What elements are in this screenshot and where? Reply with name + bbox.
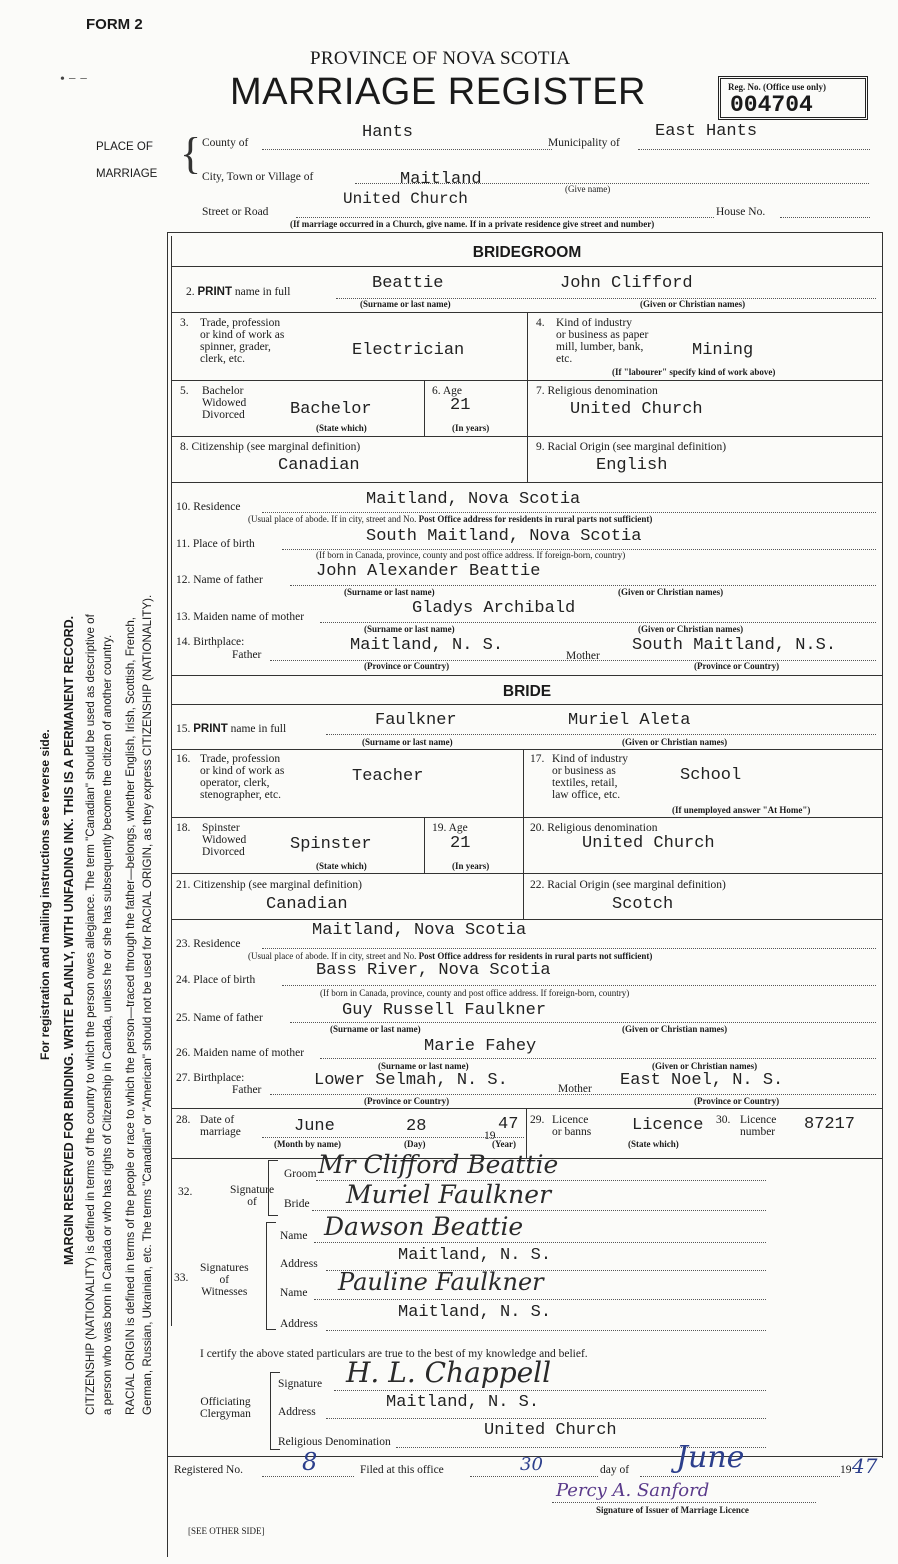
text: Religious denomination	[547, 385, 658, 397]
county-value: Hants	[362, 123, 414, 142]
reg-no-value: 004704	[730, 92, 813, 118]
denomination-label: Religious Denomination	[278, 1436, 391, 1448]
num: 13.	[176, 611, 191, 623]
line	[470, 1476, 598, 1477]
margin-instructions: For registration and mailing instructions see reverse side.	[38, 729, 52, 1060]
groom-mother-surname-cap: (Surname or last name)	[364, 624, 455, 634]
form-title: MARRIAGE REGISTER	[230, 71, 646, 113]
house-line	[780, 217, 870, 218]
clergy-address-label: Address	[278, 1406, 316, 1418]
num: 19.	[432, 822, 447, 834]
groom-title-rule	[172, 266, 882, 267]
text: Citizenship (see marginal definition)	[193, 879, 362, 891]
clergy-address: Maitland, N. S.	[386, 1393, 540, 1412]
line	[334, 1390, 766, 1391]
sig-n32: 32.	[178, 1186, 193, 1198]
municipality-line	[638, 149, 870, 150]
registered-label: Registered No.	[174, 1464, 243, 1476]
bride-mother-label	[176, 1047, 304, 1059]
text: Birthplace:	[193, 636, 245, 648]
w1-address-label: Address	[280, 1258, 318, 1270]
margin-binding-note: MARGIN RESERVED FOR BINDING. WRITE PLAINLY, WITH UNFADING INK. THIS IS A PERMANENT RECORD.	[62, 615, 76, 1265]
house-label: House No.	[716, 206, 766, 218]
licence-number: 87217	[804, 1115, 856, 1134]
w1-address: Maitland, N. S.	[398, 1246, 552, 1265]
groom-residence-label	[176, 501, 241, 513]
bride-given: Muriel Aleta	[568, 711, 691, 730]
num: 12.	[176, 574, 191, 586]
bride-bp-father-label: Father	[232, 1084, 262, 1096]
rule	[424, 817, 425, 873]
text: Citizenship (see marginal definition)	[191, 441, 361, 453]
groom-racial: English	[596, 456, 668, 475]
groom-bp-father: Maitland, N. S.	[350, 636, 504, 655]
bride-birth-label	[176, 974, 255, 986]
groom-status-label: Bachelor Widowed Divorced	[202, 385, 247, 421]
bride-years-cap: (In years)	[452, 861, 490, 871]
groom-surname-cap: (Surname or last name)	[360, 299, 451, 309]
frame-right	[882, 232, 883, 1458]
bride-bp-mother: East Noel, N. S.	[620, 1071, 784, 1090]
filed-month: June	[676, 1440, 745, 1475]
rule	[172, 482, 882, 483]
num: 9.	[536, 441, 545, 453]
groom-surname: Beattie	[372, 274, 444, 293]
groom-mother-label	[176, 611, 304, 623]
clergy-signature-label: Signature	[278, 1378, 323, 1390]
line	[326, 1330, 766, 1331]
bride-father-given-cap: (Given or Christian names)	[622, 1024, 728, 1034]
groom-mother-given-cap: (Given or Christian names)	[638, 624, 744, 634]
frame-top	[167, 232, 883, 233]
text: Maiden name of mother	[193, 1047, 305, 1059]
num: 21.	[176, 879, 191, 891]
groom-citizenship-label	[180, 441, 360, 453]
wit-brace	[266, 1222, 276, 1330]
bride-father-label	[176, 1012, 263, 1024]
bride-item-15	[176, 723, 286, 735]
age-word: Age	[448, 822, 468, 834]
bride-section-title: BRIDE	[502, 683, 552, 700]
bride-industry-label: Kind of industry or business as textiles, retail, law office, etc.	[552, 753, 629, 801]
num: 15.	[176, 723, 191, 735]
bride-age-label	[432, 822, 468, 834]
place-label-line1: PLACE OF	[96, 141, 153, 153]
rule	[172, 873, 882, 874]
groom-father-label	[176, 574, 263, 586]
groom-item-2	[186, 286, 290, 298]
bride-n16: 16.	[176, 753, 191, 765]
filed-day: 30	[520, 1454, 543, 1475]
bride-father: Guy Russell Faulkner	[342, 1001, 547, 1020]
date-label: Date of marriage	[200, 1114, 241, 1138]
bride-n18: 18.	[176, 822, 191, 834]
text: Post Office address for residents in rural parts not sufficient)	[418, 951, 653, 961]
bride-birth: Bass River, Nova Scotia	[316, 961, 551, 980]
licence-number-label: Licence number	[740, 1114, 777, 1138]
groom-labourer-note: (If "labourer" specify kind of work above)	[612, 367, 776, 377]
num: 11.	[176, 538, 190, 550]
groom-residence-cap	[248, 514, 652, 524]
num: 8.	[180, 441, 189, 453]
give-name-caption: (Give name)	[565, 184, 611, 194]
groom-bp-father-label: Father	[232, 649, 262, 661]
num: 14.	[176, 636, 191, 648]
rule	[172, 380, 882, 381]
groom-trade: Electrician	[352, 341, 465, 360]
name-label: name in full	[230, 723, 287, 735]
denomination-value: United Church	[484, 1421, 617, 1440]
bride-religion-label	[530, 822, 657, 834]
line	[312, 1210, 766, 1211]
issuer-signature: Percy A. Sanford	[556, 1480, 710, 1501]
place-brace: {	[180, 129, 202, 178]
issuer-caption: Signature of Issuer of Marriage Licence	[596, 1505, 749, 1515]
registered-no: 8	[302, 1448, 318, 1476]
line	[262, 1476, 354, 1477]
date-year-prefix: 19	[484, 1130, 496, 1142]
groom-n5: 5.	[180, 385, 189, 397]
w1-signature: Dawson Beattie	[324, 1212, 524, 1241]
form-number: FORM 2	[86, 16, 143, 33]
groom-given: John Clifford	[560, 274, 693, 293]
date-month: June	[294, 1117, 335, 1136]
age-word: Age	[442, 385, 463, 397]
line	[314, 1242, 766, 1243]
bride-residence-label	[176, 938, 241, 950]
bride-mother-given-cap: (Given or Christian names)	[652, 1061, 758, 1071]
province-heading: PROVINCE OF NOVA SCOTIA	[310, 48, 571, 69]
text: Maiden name of mother	[193, 611, 305, 623]
num: 10.	[176, 501, 191, 513]
groom-religion-label	[536, 385, 658, 397]
place-label-line2: MARRIAGE	[96, 168, 158, 180]
text: Racial Origin (see marginal definition)	[547, 441, 727, 453]
licence-value: Licence	[632, 1116, 704, 1135]
print-word: PRINT	[197, 286, 232, 298]
groom-father-given-cap: (Given or Christian names)	[618, 587, 724, 597]
binding-mark: • − −	[60, 72, 88, 87]
num: 24.	[176, 974, 191, 986]
filed-label: Filed at this office	[360, 1464, 444, 1476]
see-other-side: [SEE OTHER SIDE]	[188, 1526, 265, 1536]
bride-surname: Faulkner	[375, 711, 457, 730]
year-cap: (Year)	[492, 1139, 516, 1149]
groom-trade-label: Trade, profession or kind of work as spinner, grader, clerk, etc.	[200, 317, 285, 365]
groom-racial-label	[536, 441, 726, 453]
filed-year: 47	[852, 1454, 878, 1478]
bride-citizenship-label	[176, 879, 362, 891]
groom-birth: South Maitland, Nova Scotia	[366, 527, 642, 546]
bride-home-note: (If unemployed answer "At Home")	[672, 805, 811, 815]
groom-industry: Mining	[692, 341, 754, 360]
date-year: 47	[498, 1115, 519, 1134]
wit-n33: 33.	[174, 1272, 189, 1284]
bride-status: Spinster	[290, 835, 372, 854]
month-cap: (Month by name)	[274, 1139, 341, 1149]
bride-status-label: Spinster Widowed Divorced	[202, 822, 247, 858]
num: 7.	[536, 385, 545, 397]
groom-years-cap: (In years)	[452, 423, 490, 433]
line	[262, 948, 876, 949]
bride-bp-mother-label: Mother	[558, 1083, 592, 1095]
print-word: PRINT	[193, 723, 228, 735]
name-label: name in full	[234, 286, 291, 298]
groom-bp-label	[176, 636, 244, 648]
rule	[172, 1108, 882, 1109]
bride-industry: School	[680, 766, 742, 785]
groom-bp-mother: South Maitland, N.S.	[632, 636, 837, 655]
certify-statement: I certify the above stated particulars are true to the best of my knowledge and belief.	[200, 1348, 588, 1360]
bride-trade-label: Trade, profession or kind of work as operator, clerk, stenographer, etc.	[200, 753, 285, 801]
licence-n29: 29.	[530, 1114, 545, 1126]
bride-signature: Muriel Faulkner	[346, 1180, 552, 1209]
groom-residence: Maitland, Nova Scotia	[366, 490, 581, 509]
num: 6.	[432, 385, 441, 397]
rule	[172, 436, 882, 437]
street-line	[296, 217, 714, 218]
licence-state-cap: (State which)	[628, 1139, 679, 1149]
rule	[523, 749, 524, 919]
bride-mother: Marie Fahey	[424, 1037, 537, 1056]
text: Place of birth	[193, 974, 256, 986]
groom-mother: Gladys Archibald	[412, 599, 576, 618]
county-label: County of	[202, 137, 249, 149]
groom-status: Bachelor	[290, 400, 372, 419]
rule	[172, 919, 882, 920]
county-line	[262, 149, 552, 150]
municipality-value: East Hants	[655, 122, 758, 141]
text: Religious denomination	[547, 822, 658, 834]
bride-racial: Scotch	[612, 895, 674, 914]
groom-prov-cap: (Province or Country)	[364, 661, 450, 671]
sig-label: Signature of	[230, 1184, 275, 1208]
line	[326, 734, 876, 735]
bride-residence: Maitland, Nova Scotia	[312, 921, 527, 940]
text: (Usual place of abode. If in city, street and No.	[248, 951, 417, 961]
line	[290, 1022, 876, 1023]
line	[326, 1418, 766, 1419]
groom-n4: 4.	[536, 317, 545, 329]
bride-citizenship: Canadian	[266, 895, 348, 914]
bride-racial-label	[530, 879, 726, 891]
clergy-label: Officiating Clergyman	[200, 1396, 251, 1420]
text: Racial Origin (see marginal definition)	[547, 879, 726, 891]
line	[262, 512, 876, 513]
text: Residence	[193, 938, 241, 950]
num: 26.	[176, 1047, 191, 1059]
groom-prov-cap2: (Province or Country)	[694, 661, 780, 671]
w2-signature: Pauline Faulkner	[338, 1268, 544, 1296]
groom-bp-mother-label: Mother	[566, 650, 600, 662]
bride-bp-father: Lower Selmah, N. S.	[314, 1071, 508, 1090]
line	[290, 585, 876, 586]
church-note: (If marriage occurred in a Church, give name. If in a private residence give street and number)	[290, 219, 655, 229]
line	[262, 1137, 524, 1138]
bride-residence-cap	[248, 951, 652, 961]
bride-trade: Teacher	[352, 767, 424, 786]
line	[640, 1476, 840, 1477]
w2-address-label: Address	[280, 1318, 318, 1330]
num: 27.	[176, 1072, 191, 1084]
groom-father-surname-cap: (Surname or last name)	[344, 587, 435, 597]
groom-citizenship: Canadian	[278, 456, 360, 475]
groom-father: John Alexander Beattie	[316, 562, 541, 581]
margin-racial-1: RACIAL ORIGIN is defined in terms of the people or race to which the person—traced through the father—belongs, whether English, Irish, Scottish, French,	[124, 616, 137, 1415]
line	[320, 622, 876, 623]
bride-bp-label	[176, 1072, 244, 1084]
text: Post Office address for residents in rural parts not sufficient)	[418, 514, 653, 524]
frame-left-outer	[167, 232, 168, 1557]
bride-birth-cap: (If born in Canada, province, county and post office address. If foreign-born, country)	[320, 988, 630, 998]
rule	[172, 704, 882, 705]
num: 25.	[176, 1012, 191, 1024]
w2-address: Maitland, N. S.	[398, 1303, 552, 1322]
num: 20.	[530, 822, 545, 834]
date-n28: 28.	[176, 1114, 191, 1126]
reg-no-label: Reg. No. (Office use only)	[728, 82, 826, 92]
groom-birth-cap: (If born in Canada, province, county and post office address. If foreign-born, country)	[316, 550, 626, 560]
filed-year-prefix: 19	[840, 1464, 852, 1476]
text: Name of father	[193, 574, 263, 586]
text: (Usual place of abode. If in city, street and No.	[248, 514, 417, 524]
municipality-label: Municipality of	[548, 137, 620, 149]
text: Place of birth	[192, 538, 255, 550]
rule	[527, 312, 528, 482]
clergy-signature: H. L. Chappell	[346, 1356, 552, 1389]
rule	[424, 380, 425, 436]
bride-age: 21	[450, 834, 471, 853]
sig-brace	[268, 1160, 278, 1216]
frame-left-inner	[171, 236, 172, 1326]
w1-name-label: Name	[280, 1230, 308, 1242]
day-of-label: day of	[600, 1464, 630, 1476]
groom-industry-label: Kind of industry or business as paper mill, lumber, bank, etc.	[556, 317, 649, 365]
line	[314, 1299, 766, 1300]
bride-mother-surname-cap: (Surname or last name)	[378, 1061, 469, 1071]
groom-section-title: BRIDEGROOM	[472, 244, 582, 261]
margin-racial-2: German, Russian, Ukrainian, etc. The terms "Canadian" or "American" should not be used for RACIAL ORIGIN, as they express CITIZENSHIP (NATIONALITY).	[141, 594, 154, 1415]
place-label	[96, 134, 157, 188]
date-day: 28	[406, 1117, 427, 1136]
city-value: Maitland	[400, 170, 482, 189]
bride-prov-cap2: (Province or Country)	[694, 1096, 780, 1106]
groom-age: 21	[450, 396, 471, 415]
rule	[172, 675, 882, 676]
groom-religion: United Church	[570, 400, 703, 419]
groom-n3: 3.	[180, 317, 189, 329]
text: Name of father	[193, 1012, 263, 1024]
num: 23.	[176, 938, 191, 950]
w2-name-label: Name	[280, 1287, 308, 1299]
rule	[172, 749, 882, 750]
groom-birth-label	[176, 538, 255, 550]
wit-label: Signatures of Witnesses	[200, 1262, 249, 1298]
bride-surname-cap: (Surname or last name)	[362, 737, 453, 747]
bride-prov-cap: (Province or Country)	[364, 1096, 450, 1106]
groom-state-cap: (State which)	[316, 423, 367, 433]
groom-sig-label: Groom	[284, 1168, 317, 1180]
groom-signature: Mr Clifford Beattie	[318, 1150, 559, 1179]
street-label: Street or Road	[202, 206, 269, 218]
bride-given-cap: (Given or Christian names)	[622, 737, 728, 747]
church-value: United Church	[343, 190, 468, 208]
line	[552, 1502, 816, 1503]
bride-sig-label: Bride	[284, 1198, 310, 1210]
city-label: City, Town or Village of	[202, 171, 314, 183]
num: 2.	[186, 286, 195, 298]
text: Birthplace:	[193, 1072, 245, 1084]
bride-n17: 17.	[530, 753, 545, 765]
bride-religion: United Church	[582, 834, 715, 853]
bride-state-cap: (State which)	[316, 861, 367, 871]
bride-father-surname-cap: (Surname or last name)	[330, 1024, 421, 1034]
text: Residence	[193, 501, 241, 513]
licence-label: Licence or banns	[552, 1114, 592, 1138]
margin-citizenship-2: a person who was born in Canada or who has rights of Citizenship in Canada, unless he or she has subsequently become the citizen of another country.	[101, 634, 114, 1415]
day-cap: (Day)	[404, 1139, 426, 1149]
licence-n30: 30.	[716, 1114, 731, 1126]
groom-given-cap: (Given or Christian names)	[640, 299, 746, 309]
margin-citizenship-1: CITIZENSHIP (NATIONALITY) is defined in terms of the country to which the person owes allegiance. The term "Canadian" should be used as descriptive of	[84, 614, 97, 1415]
line	[320, 1058, 876, 1059]
rule	[172, 817, 882, 818]
line	[282, 985, 876, 986]
num: 22.	[530, 879, 545, 891]
